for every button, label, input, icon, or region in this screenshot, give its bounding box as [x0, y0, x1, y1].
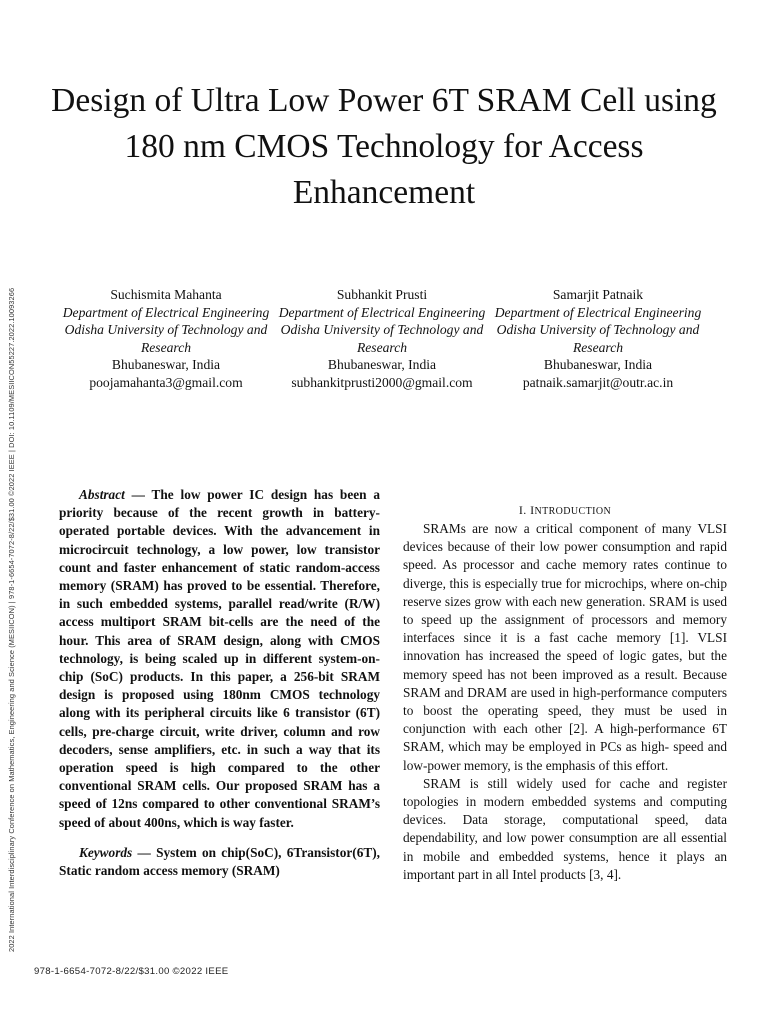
author-card: [56, 286, 276, 392]
intro-paragraph: SRAM is still widely used for cache and register topologies in modern embedded systems and computing devices. Data storage, computational speed, data dependability, and low power consumption are all essential in mobile and embedded systems, hence it plays an important part in all Intel products [3, 4].: [403, 775, 727, 882]
footer-copyright: 978-1-6654-7072-8/22/$31.00 ©2022 IEEE: [34, 966, 229, 977]
author-name: Suchismita Mahanta: [110, 287, 222, 302]
right-column: [403, 502, 727, 884]
keywords-text: System on chip(SoC), 6Transistor(6T), Static random access memory (SRAM): [59, 844, 380, 879]
author-affiliation: Department of Electrical Engineering Odisha University of Technology and Research: [278, 304, 486, 355]
side-citation-note: 2022 International Interdisciplinary Conference on Mathematics, Engineering and Science (MESIICON) | 978-1-6654-7072-8/22/$31.00 ©2022 IEEE | DOI: 10.1109/MESIICON55227.2022.10093266: [7, 287, 16, 952]
keywords-label: Keywords: [79, 844, 133, 860]
author-affiliation: Department of Electrical Engineering Odisha University of Technology and Research: [494, 304, 702, 355]
paper-title: Design of Ultra Low Power 6T SRAM Cell using 180 nm CMOS Technology for Access Enhancement: [51, 82, 717, 211]
keywords-separator: —: [132, 844, 157, 860]
left-column: [59, 486, 380, 880]
author-name: Subhankit Prusti: [336, 287, 428, 302]
abstract-label: Abstract: [79, 487, 125, 502]
section-heading-initial: I: [530, 503, 535, 517]
section-numeral: I.: [518, 503, 527, 517]
abstract: [59, 486, 380, 832]
author-city: Bhubaneswar, India: [543, 357, 653, 373]
section-heading-rest: NTRODUCTION: [534, 506, 612, 517]
intro-paragraph: SRAMs are now a critical component of many VLSI devices because of their low power consumption and rapid speed. As processor and cache memory rates continue to diverge, this is especially true for microchips, where on-chip reserve sizes grow with each new generation. SRAM is used to speed up the assignment of processors and memory interfaces since it is a fast cache memory [1]. VLSI innovation has increased the speed of logic gates, but the memory speed has not been improved as a result. Because SRAM and DRAM are used in high-performance computers to boost the operating speed, they must be used in conjunction with each other [2]. A high-performance 6T SRAM, which may be employed in PCs as high- speed and low-power memory, is the emphasis of this effort.: [403, 521, 727, 773]
author-email: poojamahanta3@gmail.com: [89, 374, 243, 390]
author-affiliation: Department of Electrical Engineering Odisha University of Technology and Research: [62, 304, 270, 355]
author-card: [488, 286, 708, 392]
abstract-separator: —: [124, 487, 152, 502]
author-city: Bhubaneswar, India: [111, 357, 221, 373]
keywords: [59, 844, 380, 880]
author-email: patnaik.samarjit@outr.ac.in: [522, 374, 674, 390]
author-card: [272, 286, 492, 392]
author-email: subhankitprusti2000@gmail.com: [291, 374, 473, 390]
author-city: Bhubaneswar, India: [327, 357, 437, 373]
abstract-text: The low power IC design has been a priority because of the recent growth in battery-operated portable devices. With the advancement in microcircuit technology, a low power, low transistor count and faster enhancement of static random-access memory (SRAM) has proved to be essential. Therefore, in such embedded systems, parallel read/write (R/W) access multiport SRAM bit-cells are the need of the hour. This area of SRAM design, along with CMOS technology, is being scaled up in different system-on-chip (SoC) products. In this paper, a 256-bit SRAM design is proposed using 180nm CMOS technology along with its peripheral circuits like 6 transistor (6T) cells, pre-charge circuit, write driver, column and row decoders, sense amplifiers, etc. in such a way that its operation speed is high compared to the other conventional SRAM cells. Our proposed SRAM has a speed of 12ns compared to other conventional SRAM’s speed of about 400ns, which is way faster.: [59, 487, 380, 830]
author-name: Samarjit Patnaik: [552, 287, 644, 302]
section-heading-introduction: [403, 502, 727, 520]
